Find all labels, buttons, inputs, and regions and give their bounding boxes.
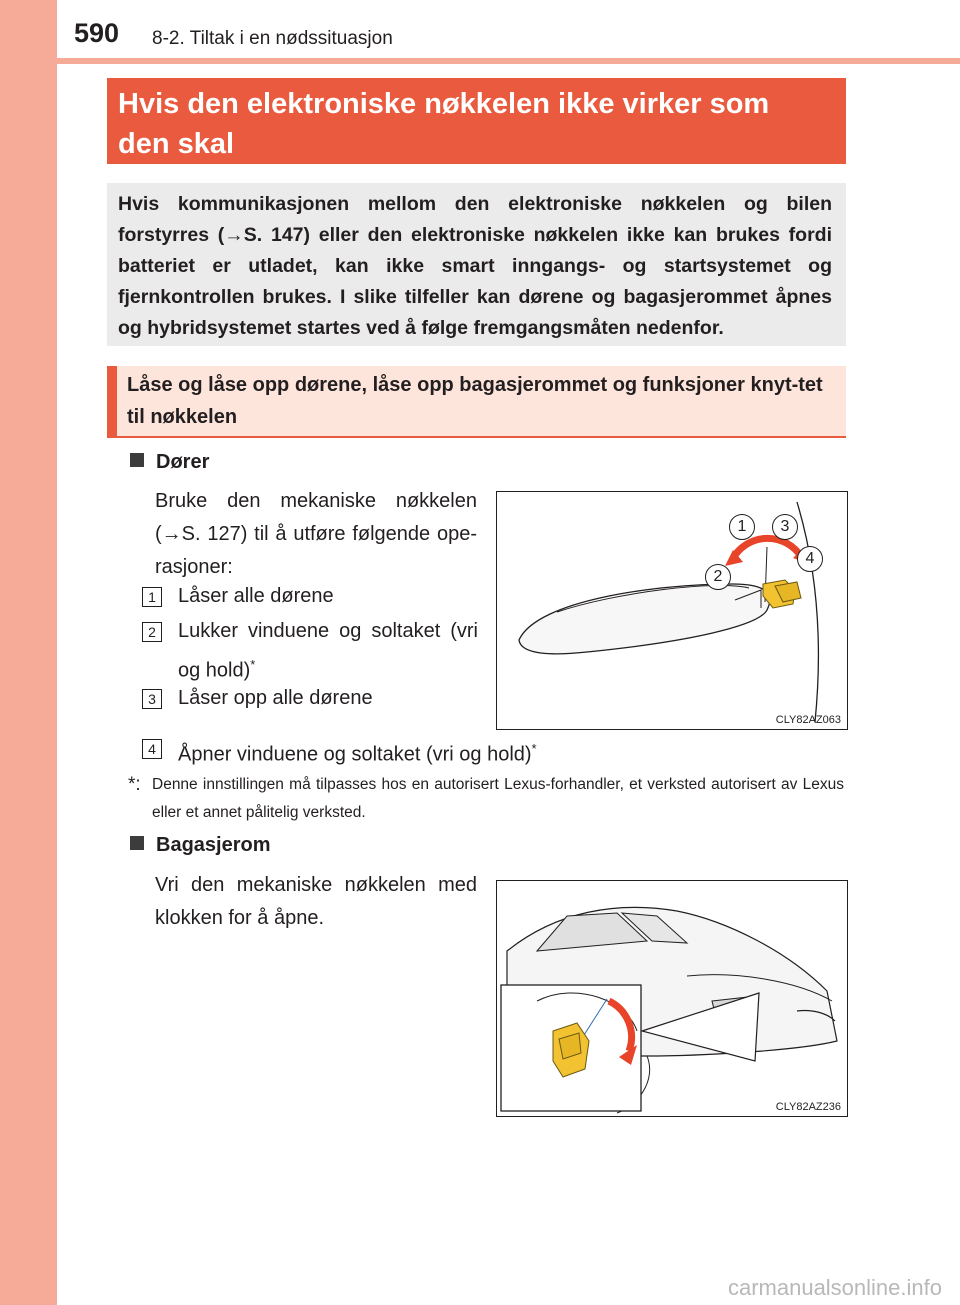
figure-code: CLY82AZ063	[775, 714, 841, 726]
number-box: 4	[142, 739, 162, 759]
section-title: 8-2. Tiltak i en nødssituasjon	[152, 28, 393, 49]
footnote	[128, 771, 844, 827]
footnote-text: Denne innstillingen må tilpasses hos en autorisert Lexus-forhandler, et verksted autorisert av Lexus eller et annet pålitelig verksted.	[152, 776, 844, 821]
asterisk: *	[531, 741, 537, 756]
doors-heading-label: Dører	[156, 451, 210, 473]
doors-item-label	[178, 615, 478, 688]
number-box: 2	[142, 622, 162, 642]
footnote-marker: *:	[128, 774, 141, 795]
doors-item	[142, 682, 478, 715]
doors-item-label	[178, 732, 598, 772]
doors-item	[142, 615, 478, 688]
door-handle-figure	[496, 491, 848, 730]
sub-header	[107, 366, 846, 438]
intro-box: Hvis kommunikasjonen mellom den elektroniske nøkkelen og bilen forstyrres (→S. 147) eller den elektroniske nøkkelen ikke kan brukes fordi batteriet er utladet, kan ikke smart inngangs- og startsystemet og fjernkontrollen brukes. I slike tilfeller kan dørene og bagasjerommet åpnes og hybridsystemet startes ved å følge fremgangsmåten nedenfor.	[107, 183, 846, 346]
callout-2: 2	[705, 564, 731, 590]
square-bullet-icon	[130, 453, 144, 467]
page-number: 590	[74, 18, 120, 48]
number-box: 3	[142, 689, 162, 709]
sub-header-accent	[107, 366, 117, 438]
doors-item-label: Låser alle dørene	[178, 585, 334, 607]
asterisk: *	[250, 657, 256, 672]
callout-3: 3	[772, 514, 798, 540]
trunk-illustration	[497, 881, 847, 1116]
callout-4: 4	[797, 546, 823, 572]
trunk-figure	[496, 880, 848, 1117]
doors-item-text: Lukker vinduene og soltaket (vri og hold)	[178, 620, 478, 682]
page-title: Hvis den elektroniske nøkkelen ikke virker som den skal	[118, 88, 770, 160]
square-bullet-icon	[130, 836, 144, 850]
sub-header-title: Låse og låse opp dørene, låse opp bagasjerommet og funksjoner knyt-tet til nøkkelen	[127, 374, 823, 428]
trunk-text: Vri den mekaniske nøkkelen med klokken for å åpne.	[155, 874, 477, 929]
side-strip	[0, 0, 57, 1305]
watermark: carmanualsonline.info	[727, 1275, 942, 1300]
header-rule	[57, 58, 960, 64]
number-box: 1	[142, 587, 162, 607]
trunk-heading-label: Bagasjerom	[156, 834, 271, 856]
doors-item	[142, 732, 598, 772]
doors-item-label: Låser opp alle dørene	[178, 687, 373, 709]
figure-code: CLY82AZ236	[775, 1101, 841, 1113]
title-bar	[107, 78, 846, 164]
callout-1: 1	[729, 514, 755, 540]
doors-heading	[130, 451, 209, 474]
doors-item	[142, 580, 478, 613]
doors-item-text: Åpner vinduene og soltaket (vri og hold)	[178, 743, 532, 766]
trunk-heading	[130, 834, 271, 857]
doors-text: Bruke den mekaniske nøkkelen (→S. 127) til å utføre følgende ope-rasjoner:	[155, 490, 477, 578]
